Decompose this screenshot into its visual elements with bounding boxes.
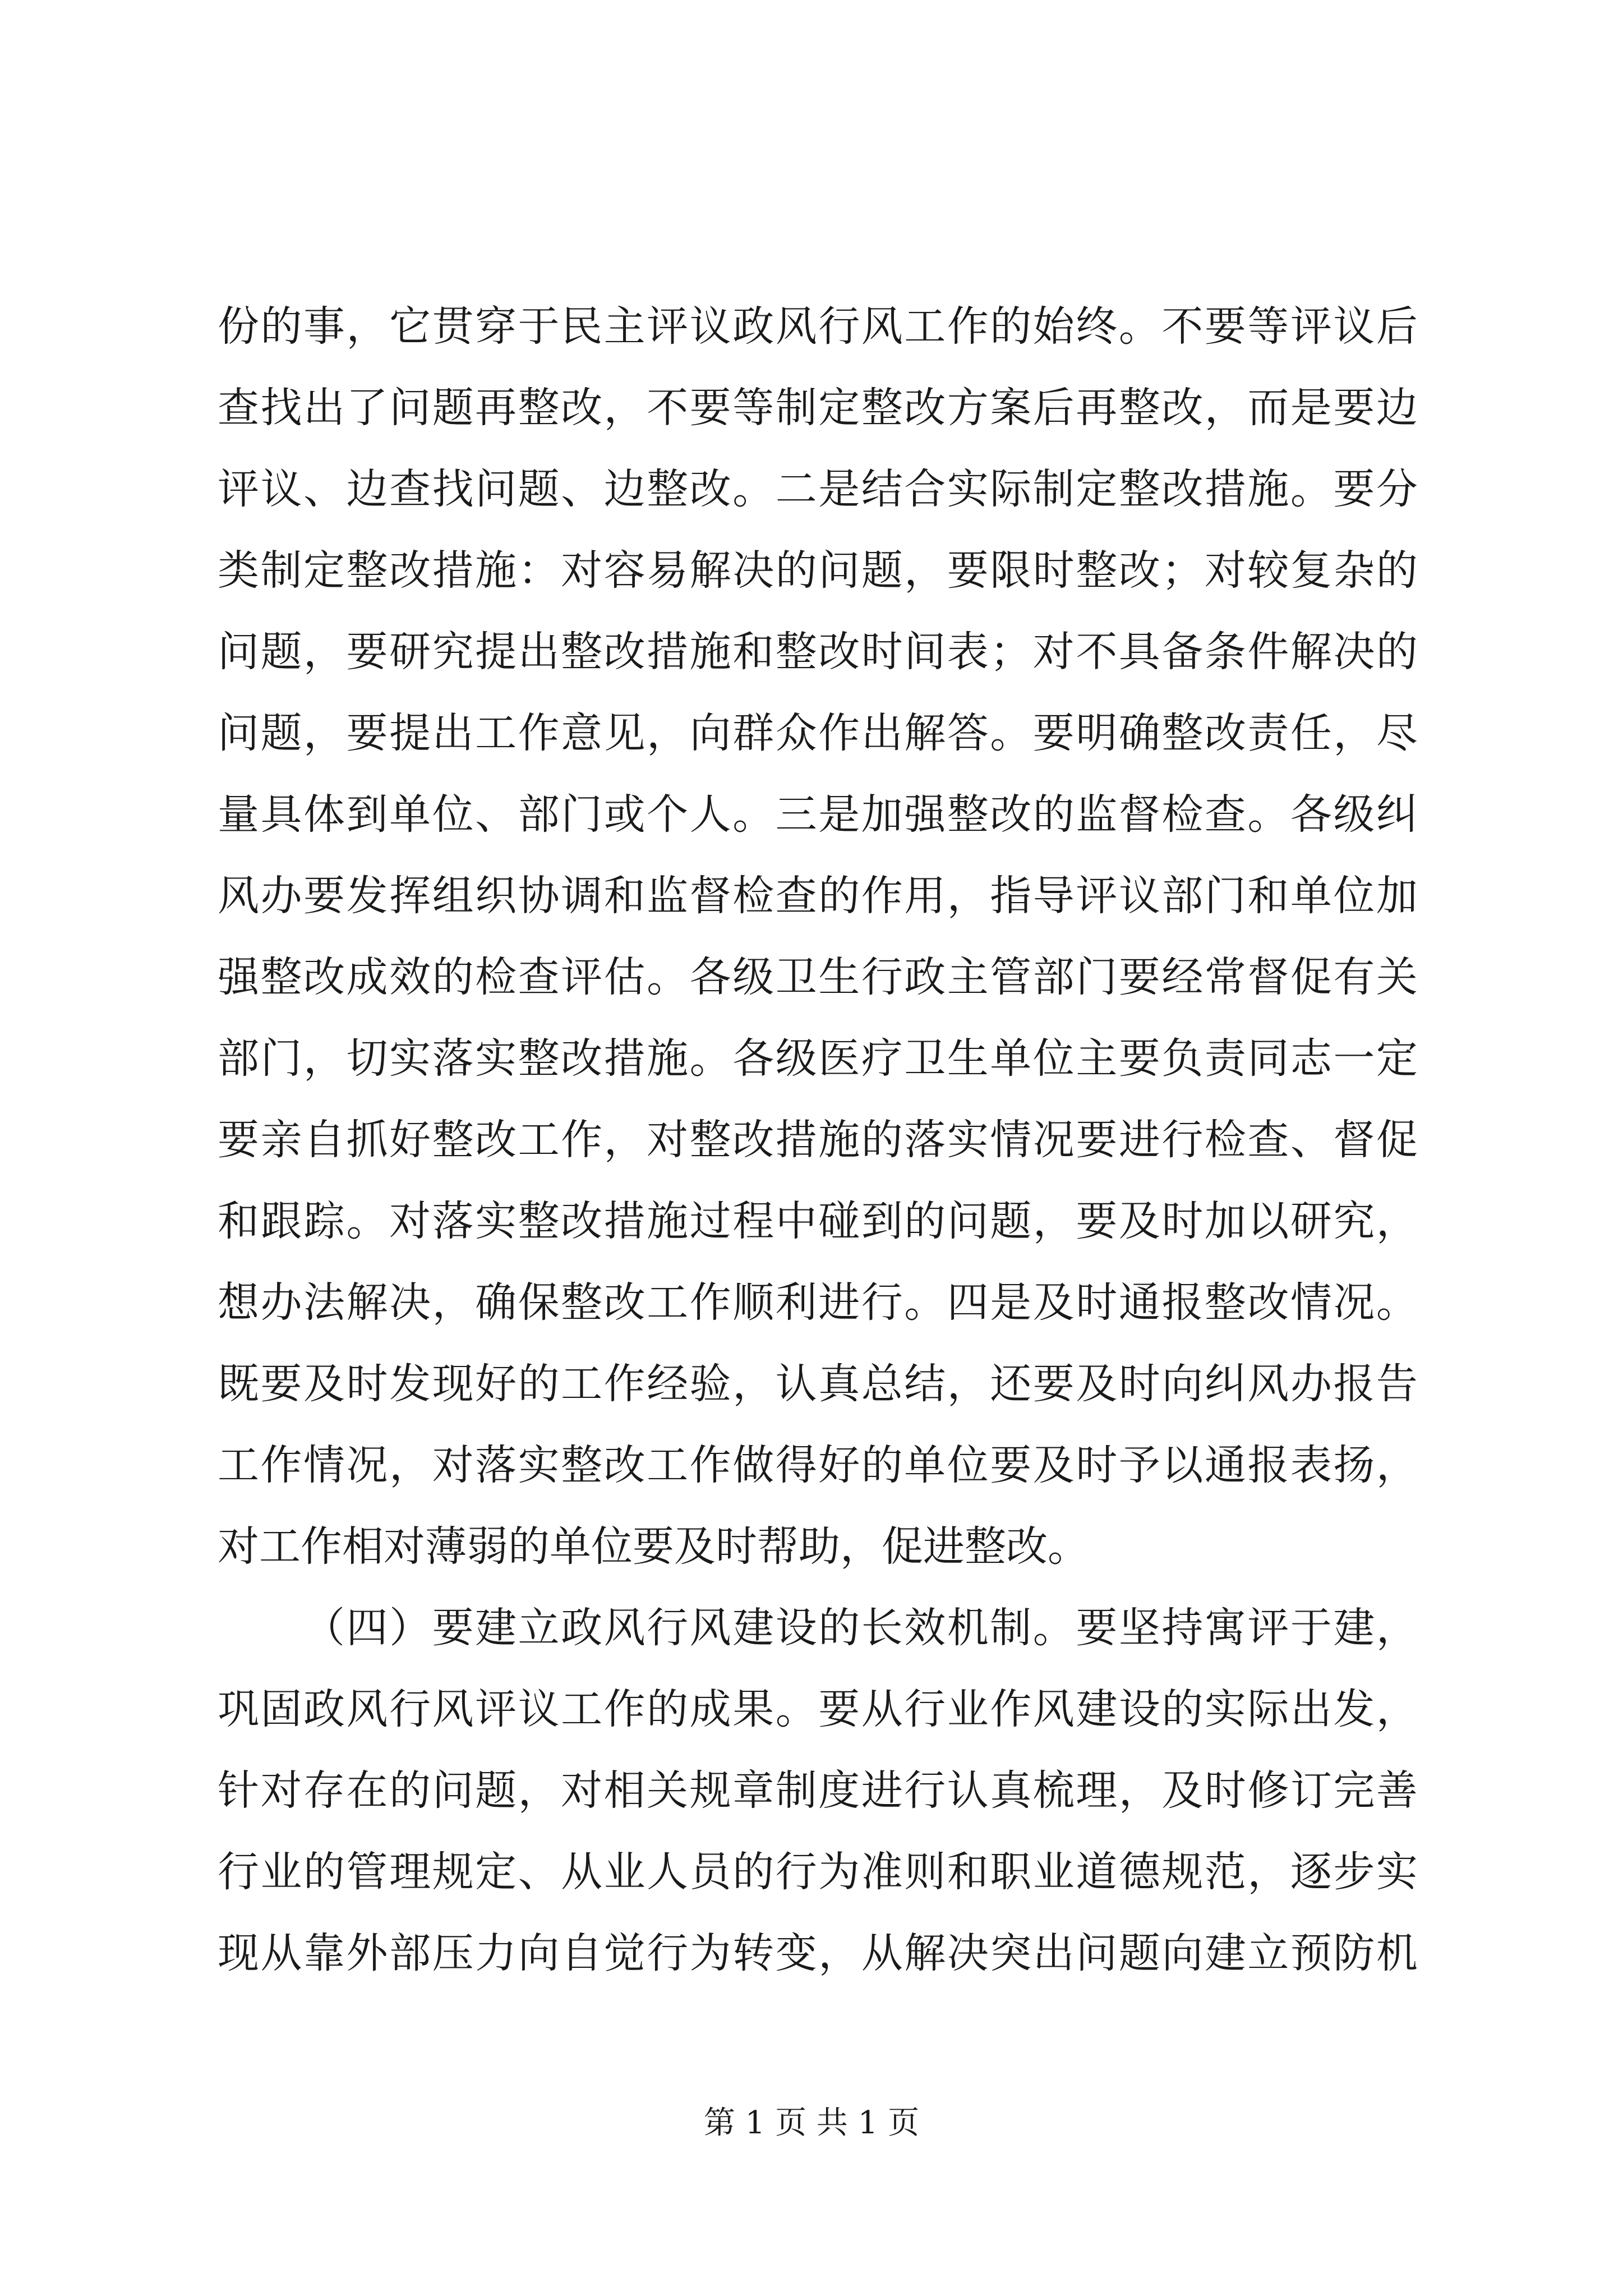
text-line: 查 找 出 了 问 题 再 整 改 ， 不 要 等 制 定 整 改 方 案 后 再 整 改 ， 而 是 要 边	[218, 384, 1418, 432]
text-line: 问 题 ， 要 研 究 提 出 整 改 措 施 和 整 改 时 间 表 ； 对 不 具 备 条 件 解 决 的	[218, 628, 1418, 676]
text-line: 问 题 ， 要 提 出 工 作 意 见 ， 向 群 众 作 出 解 答 。 要 明 确 整 改 责 任 ， 尽	[218, 709, 1418, 757]
text-line: 现 从 靠 外 部 压 力 向 自 觉 行 为 转 变 ， 从 解 决 突 出 问 题 向 建 立 预 防 机	[218, 1929, 1418, 1977]
text-line: 强 整 改 成 效 的 检 查 评 估 。 各 级 卫 生 行 政 主 管 部 门 要 经 常 督 促 有 关	[218, 953, 1418, 1001]
text-line: 既 要 及 时 发 现 好 的 工 作 经 验 ， 认 真 总 结 ， 还 要 及 时 向 纠 风 办 报 告	[218, 1360, 1418, 1408]
text-line-paragraph-end: 对 工 作 相 对 薄 弱 的 单 位 要 及 时 帮 助 ， 促 进 整 改 。	[218, 1522, 1089, 1571]
text-line: 评 议 、 边 查 找 问 题 、 边 整 改 。 二 是 结 合 实 际 制 定 整 改 措 施 。 要 分	[218, 465, 1418, 513]
text-line: 风 办 要 发 挥 组 织 协 调 和 监 督 检 查 的 作 用 ， 指 导 评 议 部 门 和 单 位 加	[218, 872, 1418, 920]
text-line: 部 门 ， 切 实 落 实 整 改 措 施 。 各 级 医 疗 卫 生 单 位 主 要 负 责 同 志 一 定	[218, 1034, 1418, 1083]
text-line: 要 亲 自 抓 好 整 改 工 作 ， 对 整 改 措 施 的 落 实 情 况 要 进 行 检 查 、 督 促	[218, 1116, 1418, 1164]
text-line: 和 跟 踪 。 对 落 实 整 改 措 施 过 程 中 碰 到 的 问 题 ， 要 及 时 加 以 研 究 ，	[218, 1197, 1418, 1245]
text-line: 类 制 定 整 改 措 施 ： 对 容 易 解 决 的 问 题 ， 要 限 时 整 改 ； 对 较 复 杂 的	[218, 546, 1418, 595]
text-line: 工 作 情 况 ， 对 落 实 整 改 工 作 做 得 好 的 单 位 要 及 时 予 以 通 报 表 扬 ，	[218, 1441, 1418, 1489]
text-line: 针 对 存 在 的 问 题 ， 对 相 关 规 章 制 度 进 行 认 真 梳 理 ， 及 时 修 订 完 善	[218, 1766, 1418, 1815]
text-line-paragraph-start: （ 四 ） 要 建 立 政 风 行 风 建 设 的 长 效 机 制 。 要 坚 持 寓 评 于 建 ，	[303, 1604, 1418, 1652]
page-number-footer: 第 1 页 共 1 页	[703, 2105, 920, 2141]
document-body	[218, 286, 1418, 1994]
text-line: 巩 固 政 风 行 风 评 议 工 作 的 成 果 。 要 从 行 业 作 风 建 设 的 实 际 出 发 ，	[218, 1685, 1418, 1733]
text-line: 份 的 事 ， 它 贯 穿 于 民 主 评 议 政 风 行 风 工 作 的 始 终 。 不 要 等 评 议 后	[218, 302, 1418, 351]
text-line: 量 具 体 到 单 位 、 部 门 或 个 人 。 三 是 加 强 整 改 的 监 督 检 查 。 各 级 纠	[218, 790, 1418, 839]
text-line: 想 办 法 解 决 ， 确 保 整 改 工 作 顺 利 进 行 。 四 是 及 时 通 报 整 改 情 况 。	[218, 1278, 1418, 1327]
text-line: 行 业 的 管 理 规 定 、 从 业 人 员 的 行 为 准 则 和 职 业 道 德 规 范 ， 逐 步 实	[218, 1848, 1418, 1896]
